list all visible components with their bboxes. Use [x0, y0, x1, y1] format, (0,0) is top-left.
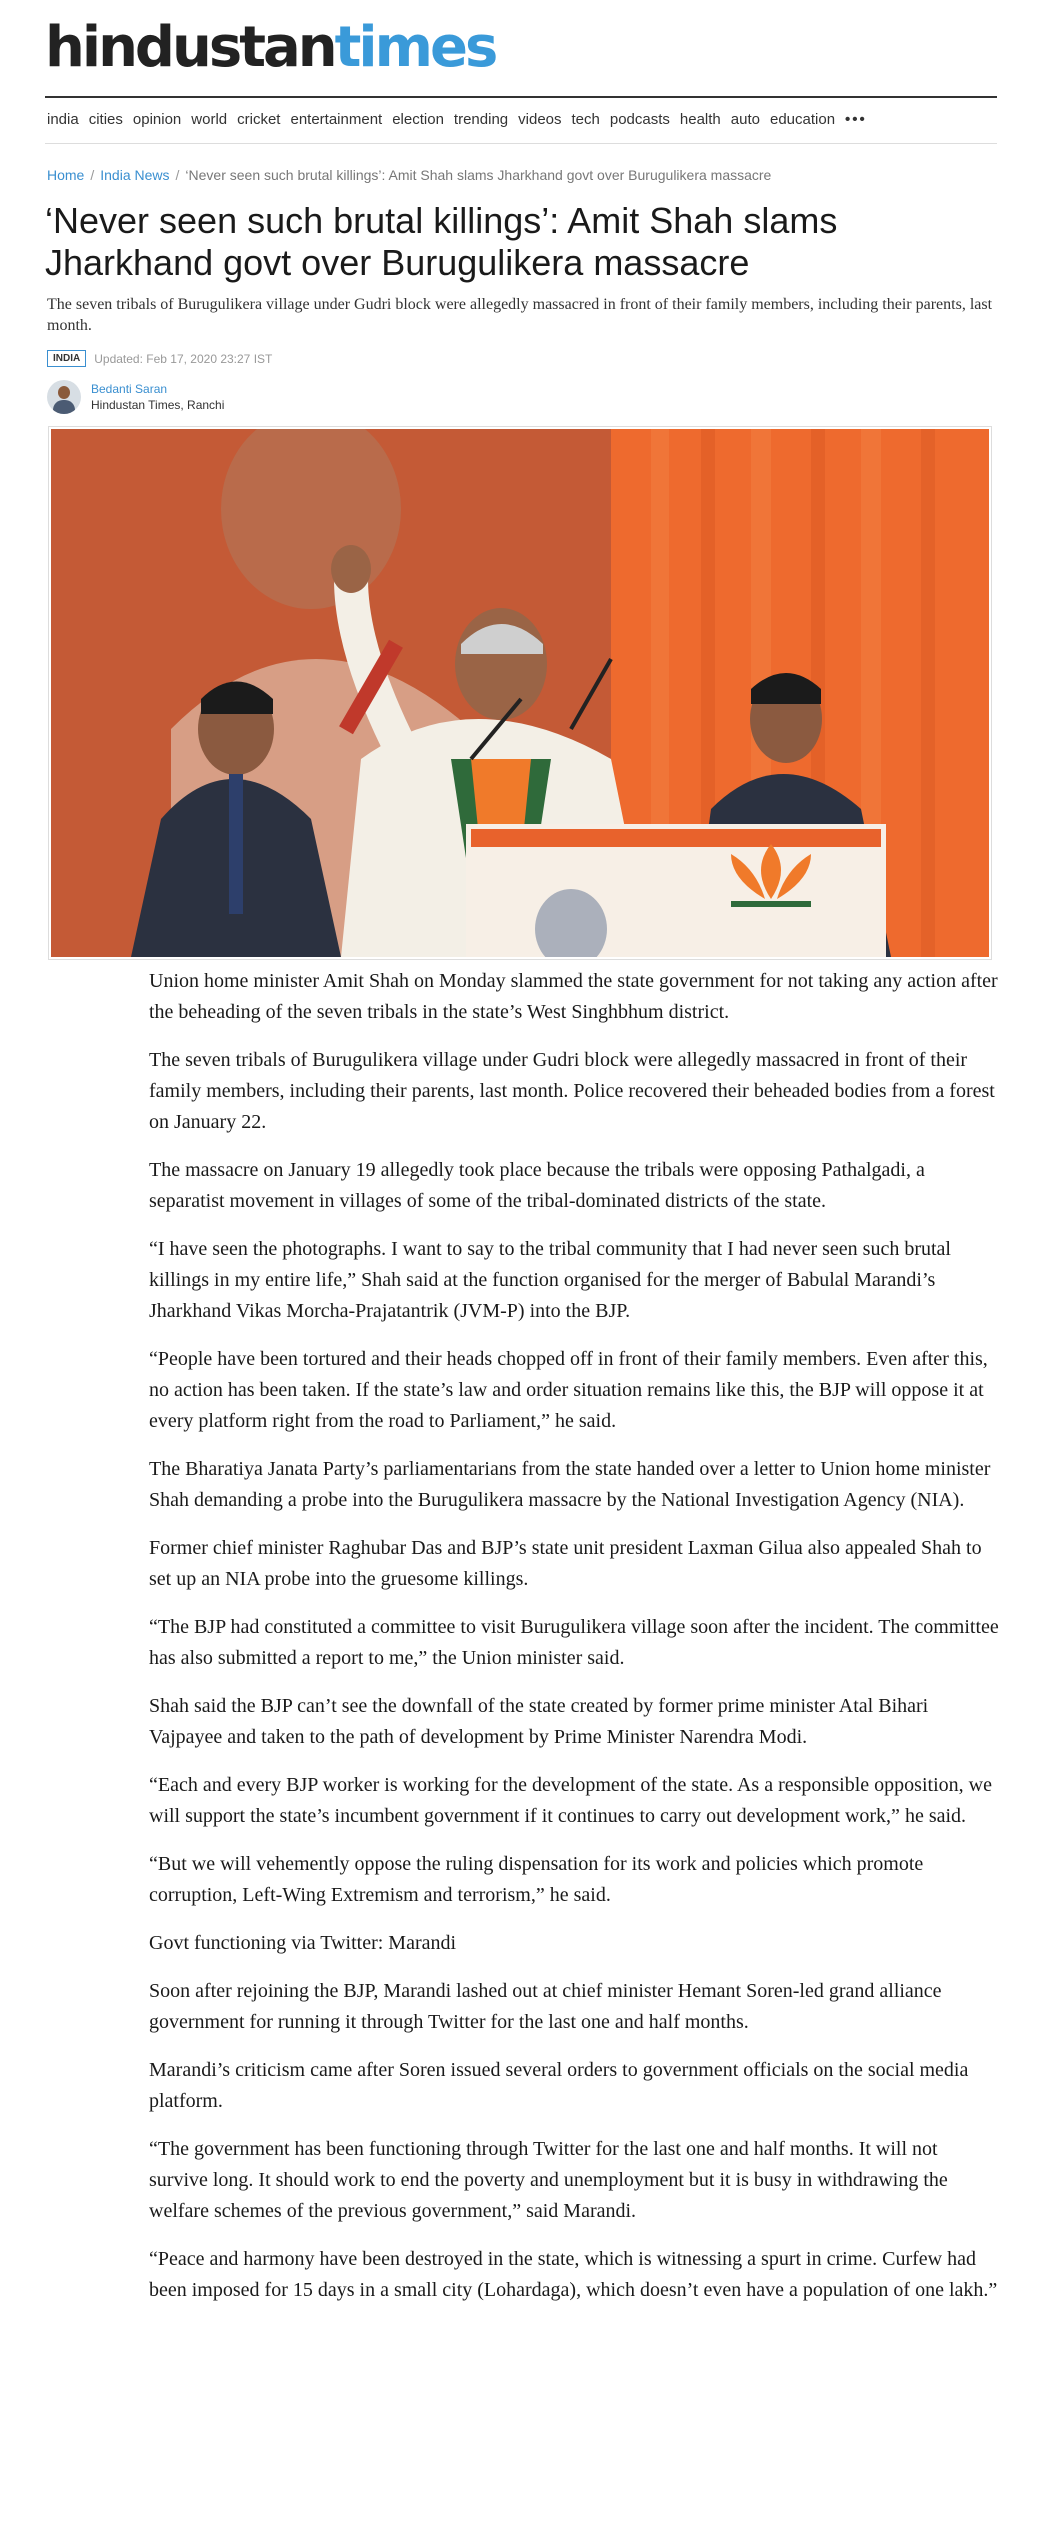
article-paragraph: The massacre on January 19 allegedly took place because the tribals were opposing Pathalgadi, a separatist movement in villages of some of the tribal-dominated districts of the state. — [149, 1159, 925, 1212]
nav-item-election[interactable]: election — [392, 111, 444, 128]
article-paragraph: “The government has been functioning through Twitter for the last one and half months. It will not survive long. It should work to end the poverty and unemployment but it is busy in withdrawing the welfare schemes of the previous government,” said Marandi. — [149, 2138, 948, 2222]
nav-item-auto[interactable]: auto — [730, 111, 760, 128]
section-badge[interactable]: INDIA — [47, 350, 86, 367]
nav-item-tech[interactable]: tech — [571, 111, 600, 128]
section-nav — [47, 111, 867, 128]
article-body — [149, 966, 999, 2323]
article-paragraph: “Peace and harmony have been destroyed in the state, which is witnessing a spurt in crime. Curfew had been imposed for 15 days in a small city (Lohardaga), which doesn’t even have a population of one lakh.” — [149, 2248, 998, 2301]
nav-item-world[interactable]: world — [191, 111, 228, 128]
nav-item-cricket[interactable]: cricket — [237, 111, 281, 128]
article-paragraph: Former chief minister Raghubar Das and BJP’s state unit president Laxman Gilua also appealed Shah to set up an NIA probe into the gruesome killings. — [149, 1537, 982, 1590]
site-logo[interactable] — [45, 15, 496, 80]
article-paragraph: Marandi’s criticism came after Soren issued several orders to government officials on the social media platform. — [149, 2059, 969, 2112]
nav-item-podcasts[interactable]: podcasts — [609, 111, 670, 128]
author-name[interactable]: Bedanti Saran — [91, 382, 168, 396]
hero-photo — [51, 429, 989, 957]
breadcrumb-section[interactable]: India News — [100, 167, 170, 183]
logo-part-hindustan: hindustan — [45, 15, 335, 80]
page-title: ‘Never seen such brutal killings’: Amit Shah slams Jharkhand govt over Burugulikera massacre — [45, 200, 838, 283]
article-paragraph: “The BJP had constituted a committee to visit Burugulikera village soon after the incident. The committee has also submitted a report to me,” the Union minister said. — [149, 1616, 999, 1669]
avatar — [47, 380, 81, 414]
nav-item-videos[interactable]: videos — [518, 111, 562, 128]
article-paragraph: Union home minister Amit Shah on Monday slammed the state government for not taking any action after the beheading of the seven tribals in the state’s West Singhbhum district. — [149, 970, 998, 1023]
article-meta — [47, 350, 272, 367]
article-paragraph: The seven tribals of Burugulikera village under Gudri block were allegedly massacred in front of their family members, including their parents, last month. Police recovered their beheaded bodies from a forest on January 22. — [149, 1049, 995, 1133]
nav-item-india[interactable]: india — [47, 111, 79, 128]
breadcrumb-home[interactable]: Home — [47, 167, 85, 183]
updated-timestamp: Updated: Feb 17, 2020 23:27 IST — [94, 351, 273, 366]
article-paragraph: “Each and every BJP worker is working for the development of the state. As a responsible opposition, we will support the state’s incumbent government if it continues to carry out development work,” he said. — [149, 1774, 992, 1827]
logo-part-times: times — [334, 15, 496, 80]
article-paragraph: Soon after rejoining the BJP, Marandi lashed out at chief minister Hemant Soren-led grand alliance government for running it through Twitter for the last one and half months. — [149, 1980, 942, 2033]
article-paragraph: “I have seen the photographs. I want to say to the tribal community that I had never seen such brutal killings in my entire life,” Shah said at the function organised for the merger of Babulal Marandi’s Jharkhand Vikas Morcha-Prajatantrik (JVM-P) into the BJP. — [149, 1238, 951, 1322]
nav-item-entertainment[interactable]: entertainment — [290, 111, 383, 128]
breadcrumb-separator: / — [90, 167, 95, 183]
more-menu-icon[interactable]: ••• — [845, 111, 867, 128]
nav-item-health[interactable]: health — [679, 111, 721, 128]
article-paragraph: The Bharatiya Janata Party’s parliamentarians from the state handed over a letter to Union home minister Shah demanding a probe into the Burugulikera massacre by the National Investigation Agency (NIA). — [149, 1458, 991, 1511]
nav-item-trending[interactable]: trending — [453, 111, 509, 128]
nav-item-cities[interactable]: cities — [88, 111, 123, 128]
author-organisation: Hindustan Times, Ranchi — [91, 398, 225, 412]
breadcrumb — [47, 167, 771, 183]
article-paragraph: Shah said the BJP can’t see the downfall of the state created by former prime minister Atal Bihari Vajpayee and taken to the path of development by Prime Minister Narendra Modi. — [149, 1695, 929, 1748]
article-subheading: Govt functioning via Twitter: Marandi — [149, 1932, 457, 1954]
breadcrumb-separator: / — [175, 167, 180, 183]
nav-item-education[interactable]: education — [769, 111, 836, 128]
article-summary: The seven tribals of Burugulikera village under Gudri block were allegedly massacred in front of their family members, including their parents, last month. — [47, 296, 993, 334]
breadcrumb-current: ‘Never seen such brutal killings’: Amit Shah slams Jharkhand govt over Burugulikera massacre — [185, 167, 772, 183]
header-divider — [45, 96, 997, 98]
article-paragraph: “People have been tortured and their heads chopped off in front of their family members. Even after this, no action has been taken. If the state’s law and order situation remains like this, the BJP will oppose it at every platform right from the road to Parliament,” he said. — [149, 1348, 988, 1432]
article-paragraph: “But we will vehemently oppose the ruling dispensation for its work and policies which promote corruption, Left-Wing Extremism and terrorism,” he said. — [149, 1853, 924, 1906]
nav-item-opinion[interactable]: opinion — [132, 111, 182, 128]
nav-divider — [45, 143, 997, 144]
hero-photo-illustration — [51, 429, 989, 957]
author-block — [47, 380, 224, 414]
